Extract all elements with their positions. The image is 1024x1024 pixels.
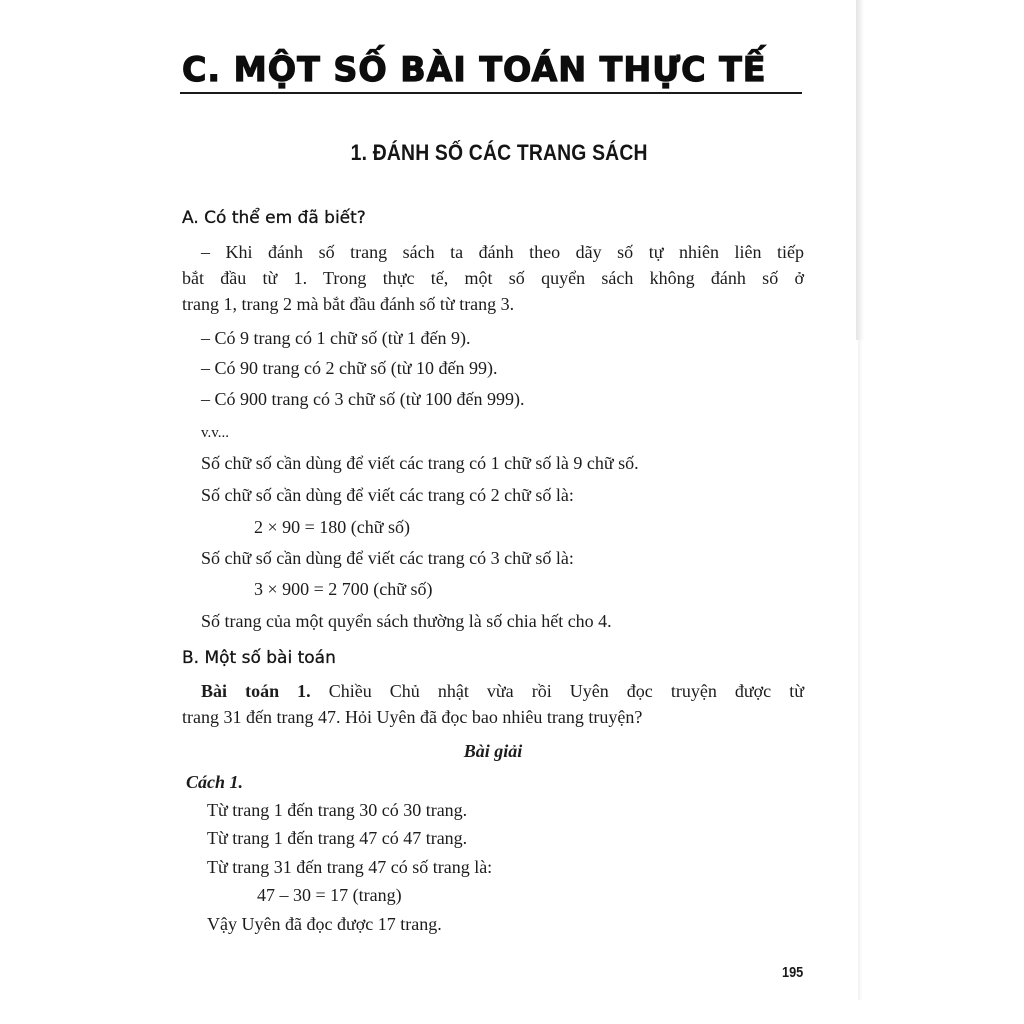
digits-three-digit-calc: 3 × 900 = 2 700 (chữ số) (254, 579, 433, 599)
method-1-conclusion: Vậy Uyên đã đọc được 17 trang. (207, 914, 442, 934)
chapter-title-underline (180, 92, 802, 94)
problem-1-line-1 (201, 680, 804, 702)
fact-line-3: – Có 900 trang có 3 chữ số (từ 100 đến 999). (201, 389, 525, 409)
method-1-step-2: Từ trang 1 đến trang 47 có 47 trang. (207, 828, 468, 848)
etc-text: v.v... (201, 425, 230, 441)
digits-two-digit-label: Số chữ số cần dùng để viết các trang có 2 chữ số là: (201, 485, 574, 505)
method-1-label: Cách 1. (186, 772, 244, 792)
problem-1-line-2: trang 31 đến trang 47. Hỏi Uyên đã đọc bao nhiêu trang truyện? (182, 707, 643, 727)
problem-1-text: Chiều Chủ nhật vừa rồi Uyên đọc truyện được từ (310, 681, 804, 701)
section-title: 1. ĐÁNH SỐ CÁC TRANG SÁCH (350, 140, 648, 165)
problem-1-label: Bài toán 1. (201, 681, 311, 701)
solution-title: Bài giải (463, 741, 523, 761)
fact-line-1: – Có 9 trang có 1 chữ số (từ 1 đến 9). (201, 328, 471, 348)
divisible-by-four-note: Số trang của một quyển sách thường là số chia hết cho 4. (201, 611, 612, 631)
part-a-heading: A. Có thể em đã biết? (182, 208, 366, 228)
page-number: 195 (782, 964, 804, 981)
intro-line-2: bắt đầu từ 1. Trong thực tế, một số quyển sách không đánh số ở (182, 268, 804, 288)
digits-one-digit-pages: Số chữ số cần dùng để viết các trang có 1 chữ số là 9 chữ số. (201, 453, 639, 473)
digits-three-digit-label: Số chữ số cần dùng để viết các trang có 3 chữ số là: (201, 548, 574, 568)
intro-line-1: – Khi đánh số trang sách ta đánh theo dãy số tự nhiên liên tiếp (201, 242, 804, 262)
method-1-step-3: Từ trang 31 đến trang 47 có số trang là: (207, 857, 493, 877)
part-b-heading: B. Một số bài toán (182, 648, 336, 668)
digits-two-digit-calc: 2 × 90 = 180 (chữ số) (254, 517, 411, 537)
chapter-title: C. MỘT SỐ BÀI TOÁN THỰC TẾ (182, 50, 767, 90)
method-1-step-1: Từ trang 1 đến trang 30 có 30 trang. (207, 800, 468, 820)
fact-line-2: – Có 90 trang có 2 chữ số (từ 10 đến 99). (201, 358, 498, 378)
method-1-calc: 47 – 30 = 17 (trang) (257, 885, 402, 905)
intro-line-3: trang 1, trang 2 mà bắt đầu đánh số từ trang 3. (182, 294, 515, 314)
